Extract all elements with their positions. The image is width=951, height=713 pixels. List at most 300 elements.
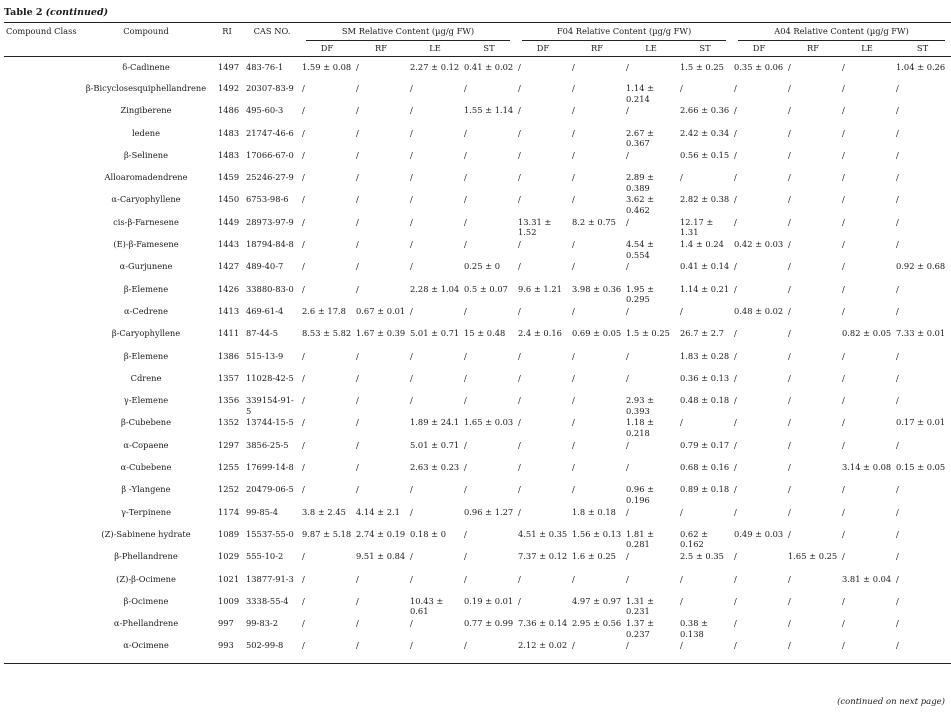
value-cell-f04-rf: 0.69 ± 0.05 [572, 328, 622, 339]
ri-cell: 1021 [218, 573, 240, 584]
value-cell-sm-st: / [464, 83, 467, 93]
value-cell-sm-rf: 9.51 ± 0.84 [356, 551, 406, 562]
value-cell-f04-le: 1.31 ± 0.231 [626, 595, 655, 617]
value-cell-a04-le: / [842, 105, 845, 116]
compound-class-cell [4, 217, 82, 239]
cas-cell: 20307-83-9 [246, 83, 294, 93]
value-cell-a04-le: / [842, 305, 845, 316]
value-cell-f04-st: / [680, 83, 683, 93]
table-row [4, 261, 951, 283]
value-cell-f04-le: 1.95 ± 0.295 [626, 283, 655, 305]
table-row [4, 507, 951, 529]
value-cell-f04-rf: / [572, 417, 575, 428]
value-cell-sm-st: 0.5 ± 0.07 [464, 283, 508, 294]
value-cell-f04-df: / [518, 239, 521, 250]
ri-cell: 1483 [218, 127, 240, 138]
compound-class-cell [4, 128, 82, 150]
value-cell-f04-le: / [626, 305, 629, 316]
value-cell-f04-le: 2.67 ± 0.367 [626, 127, 655, 149]
value-cell-f04-df: / [518, 573, 521, 584]
subheader-f04-st: ST [699, 42, 711, 53]
table-row [4, 395, 951, 417]
value-cell-f04-df: 2.4 ± 0.16 [518, 328, 562, 339]
compound-class-cell [4, 306, 82, 328]
value-cell-a04-st: / [896, 83, 899, 93]
value-cell-a04-le: / [842, 261, 845, 272]
value-cell-a04-st: / [896, 172, 899, 183]
value-cell-sm-le: 2.27 ± 0.12 [410, 62, 460, 72]
ri-cell: 1449 [218, 216, 240, 227]
cas-cell: 87-44-5 [246, 328, 279, 339]
compound-name-cell: γ-Terpinene [121, 506, 171, 517]
compound-class-cell [4, 440, 82, 462]
value-cell-a04-rf: / [788, 283, 791, 294]
value-cell-f04-st: 1.14 ± 0.21 [680, 283, 730, 294]
value-cell-f04-le: 0.96 ± 0.196 [626, 484, 655, 505]
value-cell-f04-st: 0.68 ± 0.16 [680, 462, 730, 473]
value-cell-f04-le: / [626, 573, 629, 584]
value-cell-sm-st: / [464, 640, 467, 651]
table-row [4, 128, 951, 150]
value-cell-sm-rf: 1.67 ± 0.39 [356, 328, 406, 339]
value-cell-a04-df: / [734, 506, 737, 517]
value-cell-sm-le: 2.63 ± 0.23 [410, 462, 460, 473]
value-cell-f04-rf: / [572, 439, 575, 450]
value-cell-f04-df: / [518, 484, 521, 495]
table-row [4, 618, 951, 640]
value-cell-f04-st: / [680, 305, 683, 316]
caption-label: Table 2 [4, 7, 43, 18]
value-cell-f04-st: 1.83 ± 0.28 [680, 350, 730, 361]
value-cell-sm-st: 0.25 ± 0 [464, 261, 500, 272]
value-cell-f04-st: 1.5 ± 0.25 [680, 62, 724, 72]
value-cell-a04-st: 0.17 ± 0.01 [896, 417, 946, 428]
value-cell-a04-rf: / [788, 172, 791, 183]
value-cell-f04-le: / [626, 640, 629, 651]
table-row [4, 328, 951, 350]
value-cell-sm-rf: / [356, 439, 359, 450]
compound-name-cell: δ-Cadinene [122, 62, 170, 72]
value-cell-f04-st: 1.4 ± 0.24 [680, 239, 724, 250]
ri-cell: 993 [218, 640, 234, 651]
header-compound-class: Compound Class [6, 26, 77, 36]
value-cell-sm-rf: / [356, 350, 359, 361]
value-cell-a04-df: / [734, 216, 737, 227]
value-cell-f04-rf: / [572, 484, 575, 495]
compound-name-cell: α-Cedrene [123, 305, 169, 316]
value-cell-f04-le: 1.81 ± 0.281 [626, 528, 655, 550]
compound-name-cell: α-Gurjunene [119, 261, 173, 272]
value-cell-f04-le: 4.54 ± 0.554 [626, 239, 655, 260]
value-cell-f04-df: / [518, 105, 521, 116]
value-cell-f04-st: 0.79 ± 0.17 [680, 439, 730, 450]
cas-cell: 515-13-9 [246, 350, 284, 361]
subheader-a04-st: ST [916, 42, 929, 53]
compound-name-cell: β -Ylangene [121, 484, 171, 495]
value-cell-f04-st: 2.82 ± 0.38 [680, 194, 730, 205]
table-row [4, 551, 951, 573]
compound-class-cell [4, 57, 82, 84]
value-cell-f04-df: 13.31 ± 1.52 [518, 216, 552, 238]
value-cell-f04-st: / [680, 506, 683, 517]
value-cell-sm-df: / [302, 573, 305, 584]
value-cell-a04-df: / [734, 372, 737, 383]
table-caption [4, 7, 108, 18]
value-cell-sm-rf: / [356, 127, 359, 138]
value-cell-f04-df: / [518, 149, 521, 160]
value-cell-f04-st: 0.56 ± 0.15 [680, 149, 730, 160]
value-cell-a04-st: / [896, 105, 899, 116]
value-cell-sm-rf: / [356, 239, 359, 250]
compound-name-cell: β-Phellandrene [114, 551, 178, 562]
value-cell-sm-le: / [410, 149, 413, 160]
value-cell-sm-df: 2.6 ± 17.8 [302, 305, 346, 316]
value-cell-sm-le: / [410, 194, 413, 205]
value-cell-f04-le: / [626, 439, 629, 450]
value-cell-f04-df: 2.12 ± 0.02 [518, 640, 568, 651]
subheader-sm-st: ST [483, 42, 495, 53]
value-cell-sm-df: / [302, 172, 305, 183]
value-cell-sm-st: / [464, 239, 467, 250]
value-cell-f04-le: 1.5 ± 0.25 [626, 328, 670, 339]
table-row [4, 574, 951, 596]
value-cell-sm-st: / [464, 462, 467, 473]
compound-class-cell [4, 551, 82, 573]
ri-cell: 1255 [218, 462, 240, 473]
value-cell-a04-df: / [734, 283, 737, 294]
value-cell-f04-st: 2.5 ± 0.35 [680, 551, 724, 562]
value-cell-sm-st: 0.41 ± 0.02 [464, 62, 514, 72]
value-cell-f04-rf: / [572, 149, 575, 160]
value-cell-sm-le: / [410, 216, 413, 227]
value-cell-sm-le: / [410, 484, 413, 495]
value-cell-sm-df: / [302, 595, 305, 606]
value-cell-f04-df: 7.36 ± 0.14 [518, 618, 568, 629]
value-cell-sm-df: / [302, 127, 305, 138]
value-cell-a04-le: 0.82 ± 0.05 [842, 328, 892, 339]
value-cell-f04-le: / [626, 506, 629, 517]
value-cell-a04-df: / [734, 194, 737, 205]
value-cell-a04-st: 0.15 ± 0.05 [896, 462, 946, 473]
value-cell-a04-st: / [896, 439, 899, 450]
value-cell-a04-df: 0.49 ± 0.03 [734, 528, 784, 539]
value-cell-a04-st: / [896, 350, 899, 361]
cas-cell: 28973-97-9 [246, 216, 294, 227]
value-cell-sm-st: / [464, 528, 467, 539]
value-cell-f04-le: / [626, 149, 629, 160]
value-cell-sm-st: 0.19 ± 0.01 [464, 595, 514, 606]
value-cell-sm-le: / [410, 83, 413, 93]
value-cell-a04-df: 0.35 ± 0.06 [734, 62, 784, 72]
continued-note: (continued on next page) [837, 697, 945, 707]
cas-cell: 15537-55-0 [246, 528, 294, 539]
value-cell-sm-rf: / [356, 194, 359, 205]
ri-cell: 1486 [218, 105, 240, 116]
value-cell-a04-rf: / [788, 350, 791, 361]
cas-cell: 502-99-8 [246, 640, 284, 651]
value-cell-a04-rf: / [788, 595, 791, 606]
value-cell-f04-le: 2.93 ± 0.393 [626, 395, 655, 416]
subheader-f04-le: LE [645, 42, 657, 53]
value-cell-f04-le: 3.62 ± 0.462 [626, 194, 655, 215]
value-cell-sm-rf: / [356, 417, 359, 428]
value-cell-a04-le: / [842, 350, 845, 361]
value-cell-sm-st: / [464, 395, 467, 406]
value-cell-f04-st: / [680, 417, 683, 428]
table-row [4, 284, 951, 306]
value-cell-f04-st: / [680, 640, 683, 651]
ri-cell: 997 [218, 618, 234, 629]
value-cell-a04-df: / [734, 149, 737, 160]
value-cell-a04-st: / [896, 239, 899, 250]
value-cell-sm-rf: / [356, 640, 359, 651]
value-cell-sm-le: / [410, 372, 413, 383]
value-cell-f04-st: 2.42 ± 0.34 [680, 127, 730, 138]
value-cell-sm-st: / [464, 149, 467, 160]
value-cell-sm-le: / [410, 127, 413, 138]
value-cell-a04-df: / [734, 640, 737, 651]
value-cell-a04-st: / [896, 640, 899, 651]
compound-name-cell: β-Elemene [123, 350, 169, 361]
ri-cell: 1357 [218, 372, 240, 383]
value-cell-sm-le: / [410, 350, 413, 361]
compound-class-cell [4, 640, 82, 663]
cas-cell: 469-61-4 [246, 305, 284, 316]
value-cell-sm-df: / [302, 350, 305, 361]
value-cell-a04-rf: / [788, 439, 791, 450]
value-cell-a04-rf: / [788, 194, 791, 205]
value-cell-a04-le: / [842, 239, 845, 250]
header-ri: RI [222, 26, 232, 36]
value-cell-sm-df: / [302, 149, 305, 160]
cas-cell: 21747-46-6 [246, 127, 294, 138]
value-cell-a04-df: / [734, 462, 737, 473]
value-cell-a04-rf: / [788, 149, 791, 160]
table-row [4, 57, 951, 84]
cas-cell: 18794-84-8 [246, 239, 294, 250]
value-cell-sm-rf: / [356, 216, 359, 227]
compound-class-cell [4, 261, 82, 283]
value-cell-f04-le: / [626, 551, 629, 562]
header-compound: Compound [123, 26, 169, 36]
value-cell-a04-rf: / [788, 640, 791, 651]
compound-class-cell [4, 507, 82, 529]
value-cell-f04-df: 4.51 ± 0.35 [518, 528, 568, 539]
value-cell-a04-st: 0.92 ± 0.68 [896, 261, 946, 272]
ri-cell: 1297 [218, 439, 240, 450]
value-cell-a04-st: / [896, 528, 899, 539]
cas-cell: 20479-06-5 [246, 484, 294, 495]
ri-cell: 1450 [218, 194, 240, 205]
ri-cell: 1426 [218, 283, 240, 294]
value-cell-a04-le: / [842, 283, 845, 294]
value-cell-a04-le: / [842, 149, 845, 160]
compound-name-cell: β-Cubebene [121, 417, 171, 428]
value-cell-sm-st: / [464, 216, 467, 227]
value-cell-a04-df: / [734, 83, 737, 93]
value-cell-f04-rf: / [572, 640, 575, 651]
table-row [4, 529, 951, 551]
subheader-sm-rf: RF [374, 42, 387, 53]
value-cell-a04-df: / [734, 350, 737, 361]
value-cell-sm-df: 9.87 ± 5.18 [302, 528, 352, 539]
value-cell-f04-st: 0.48 ± 0.18 [680, 395, 730, 406]
value-cell-a04-df: / [734, 328, 737, 339]
subheader-f04-df: DF [536, 42, 550, 53]
value-cell-f04-df: / [518, 261, 521, 272]
value-cell-sm-st: / [464, 484, 467, 495]
table-row [4, 217, 951, 239]
ri-cell: 1029 [218, 551, 240, 562]
value-cell-f04-rf: / [572, 462, 575, 473]
value-cell-f04-rf: / [572, 350, 575, 361]
value-cell-a04-st: / [896, 618, 899, 629]
compound-class-cell [4, 83, 82, 105]
value-cell-a04-rf: / [788, 462, 791, 473]
compound-name-cell: β-Ocimene [123, 595, 169, 606]
compound-name-cell: β-Bicyclosesquiphellandrene [85, 83, 207, 93]
value-cell-a04-st: / [896, 595, 899, 606]
compound-name-cell: ledene [131, 127, 161, 138]
value-cell-f04-rf: / [572, 62, 575, 72]
value-cell-sm-df: / [302, 216, 305, 227]
value-cell-a04-le: / [842, 640, 845, 651]
compound-name-cell: β-Caryophyllene [111, 328, 181, 339]
value-cell-a04-le: / [842, 216, 845, 227]
value-cell-f04-rf: / [572, 127, 575, 138]
cas-cell: 489-40-7 [246, 261, 284, 272]
compound-class-cell [4, 395, 82, 417]
compound-class-cell [4, 105, 82, 127]
value-cell-sm-st: / [464, 194, 467, 205]
value-cell-sm-st: / [464, 551, 467, 562]
compound-class-cell [4, 618, 82, 640]
value-cell-a04-rf: / [788, 328, 791, 339]
table-row [4, 150, 951, 172]
value-cell-a04-le: / [842, 618, 845, 629]
compound-class-cell [4, 529, 82, 551]
value-cell-a04-rf: / [788, 484, 791, 495]
value-cell-a04-df: / [734, 417, 737, 428]
caption-note: (continued) [45, 7, 109, 18]
subheader-sm-df: DF [320, 42, 334, 53]
compound-name-cell: (Z)-Sabinene hydrate [101, 528, 191, 539]
cas-cell: 339154-91-5 [246, 395, 294, 416]
cas-cell: 3338-55-4 [246, 595, 289, 606]
value-cell-sm-df: / [302, 640, 305, 651]
value-cell-a04-le: / [842, 484, 845, 495]
value-cell-f04-rf: 1.8 ± 0.18 [572, 506, 616, 517]
value-cell-sm-df: / [302, 194, 305, 205]
value-cell-f04-df: / [518, 417, 521, 428]
value-cell-sm-df: / [302, 417, 305, 428]
value-cell-a04-st: / [896, 283, 899, 294]
value-cell-sm-le: / [410, 640, 413, 651]
value-cell-a04-le: / [842, 83, 845, 93]
value-cell-f04-rf: 1.56 ± 0.13 [572, 528, 622, 539]
value-cell-sm-le: / [410, 261, 413, 272]
compound-name-cell: Cdrene [130, 372, 162, 383]
value-cell-sm-st: / [464, 172, 467, 183]
ri-cell: 1174 [218, 506, 240, 517]
value-cell-f04-df: / [518, 506, 521, 517]
value-cell-sm-rf: / [356, 283, 359, 294]
value-cell-f04-df: / [518, 172, 521, 183]
cas-cell: 33880-83-0 [246, 283, 294, 294]
cas-cell: 6753-98-6 [246, 194, 289, 205]
value-cell-a04-st: 7.33 ± 0.01 [896, 328, 946, 339]
value-cell-a04-df: / [734, 573, 737, 584]
value-cell-sm-st: 0.77 ± 0.99 [464, 618, 514, 629]
ri-cell: 1411 [218, 328, 240, 339]
compound-name-cell: γ-Elemene [123, 395, 169, 406]
value-cell-f04-le: 1.18 ± 0.218 [626, 417, 655, 438]
value-cell-f04-le: 2.89 ± 0.389 [626, 172, 655, 193]
value-cell-f04-le: 1.37 ± 0.237 [626, 618, 655, 639]
value-cell-a04-df: / [734, 484, 737, 495]
table-row [4, 83, 951, 105]
value-cell-a04-le: / [842, 439, 845, 450]
value-cell-f04-rf: / [572, 105, 575, 116]
value-cell-sm-df: / [302, 395, 305, 406]
compound-name-cell: α-Cubebene [120, 462, 172, 473]
value-cell-sm-rf: / [356, 618, 359, 629]
compound-class-cell [4, 484, 82, 506]
value-cell-sm-df: 1.59 ± 0.08 [302, 62, 352, 72]
value-cell-f04-rf: 1.6 ± 0.25 [572, 551, 616, 562]
value-cell-sm-le: / [410, 105, 413, 116]
value-cell-sm-st: 1.65 ± 0.03 [464, 417, 514, 428]
value-cell-sm-rf: / [356, 595, 359, 606]
value-cell-f04-st: 0.36 ± 0.13 [680, 372, 730, 383]
header-group-sm: SM Relative Content (µg/g FW) [300, 23, 516, 41]
table-row [4, 484, 951, 506]
cas-cell: 3856-25-5 [246, 439, 289, 450]
value-cell-f04-df: / [518, 305, 521, 316]
value-cell-sm-rf: / [356, 83, 359, 93]
header-group-a04: A04 Relative Content (µg/g FW) [732, 23, 951, 41]
value-cell-f04-df: 9.6 ± 1.21 [518, 283, 562, 294]
value-cell-f04-rf: / [572, 261, 575, 272]
compound-name-cell: cis-β-Farnesene [113, 216, 179, 227]
value-cell-f04-st: / [680, 595, 683, 606]
compound-name-cell: (Z)-β-Ocimene [116, 573, 176, 584]
value-cell-a04-rf: / [788, 395, 791, 406]
table-row [4, 351, 951, 373]
value-cell-sm-df: / [302, 551, 305, 562]
value-cell-sm-le: / [410, 239, 413, 250]
value-cell-sm-rf: / [356, 261, 359, 272]
value-cell-sm-le: / [410, 395, 413, 406]
value-cell-f04-rf: / [572, 305, 575, 316]
compound-class-cell [4, 328, 82, 350]
value-cell-f04-rf: / [572, 372, 575, 383]
value-cell-sm-rf: / [356, 462, 359, 473]
value-cell-a04-st: 1.04 ± 0.26 [896, 62, 946, 72]
compound-class-cell [4, 194, 82, 216]
table-row [4, 373, 951, 395]
value-cell-sm-df: / [302, 439, 305, 450]
value-cell-sm-st: / [464, 305, 467, 316]
ri-cell: 1356 [218, 395, 240, 406]
cas-cell: 17066-67-0 [246, 149, 294, 160]
value-cell-a04-rf: / [788, 261, 791, 272]
value-cell-a04-st: / [896, 194, 899, 205]
value-cell-sm-df: / [302, 83, 305, 93]
value-cell-sm-st: / [464, 350, 467, 361]
value-cell-sm-le: / [410, 618, 413, 629]
value-cell-a04-df: / [734, 127, 737, 138]
